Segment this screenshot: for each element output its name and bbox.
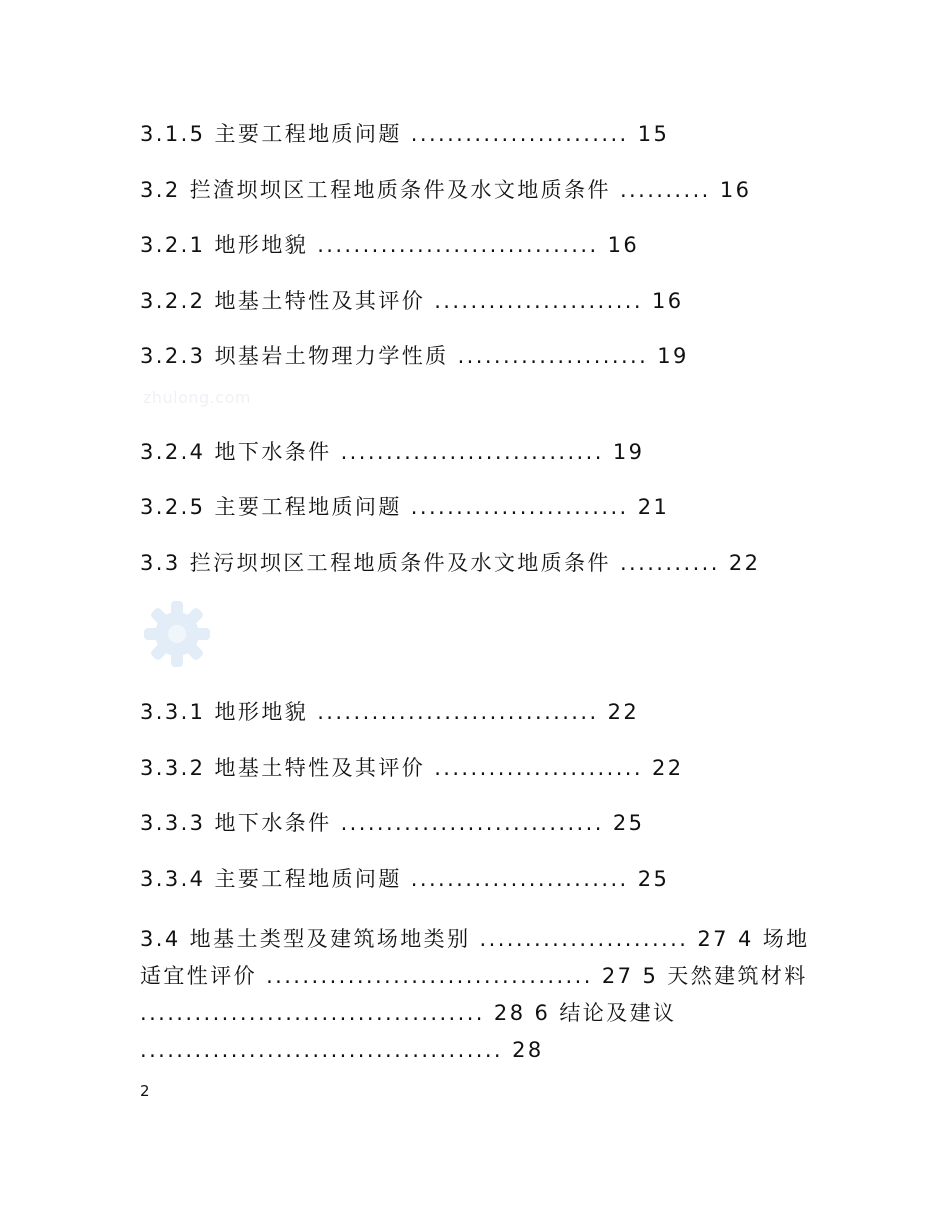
toc-entry [140, 291, 684, 312]
toc-number: 3.2.4 [140, 440, 206, 464]
toc-page: 22 [607, 700, 640, 724]
toc-number: 3.3.1 [140, 700, 206, 724]
watermark-text: zhulong.com [143, 388, 251, 407]
toc-number: 3.2.2 [140, 289, 206, 313]
toc-entry [140, 346, 689, 367]
toc-title: 地形地貌 [214, 700, 309, 724]
toc-page: 19 [657, 344, 689, 368]
toc-page: 25 [637, 867, 670, 891]
toc-number: 3.2.1 [140, 233, 206, 257]
toc-entry [140, 869, 669, 890]
toc-leader: ........... [619, 551, 720, 575]
toc-entry [140, 813, 644, 834]
toc-page: 22 [728, 551, 761, 575]
toc-number: 3.3.4 [140, 867, 206, 891]
toc-page: 25 [612, 811, 645, 835]
toc-page: 21 [637, 495, 670, 519]
toc-entry [140, 180, 751, 201]
toc-leader: ............................... [317, 233, 599, 257]
toc-entry [140, 553, 760, 574]
toc-entry [140, 124, 669, 145]
toc-number: 3.2 [140, 178, 181, 202]
toc-title: 主要工程地质问题 [214, 122, 402, 146]
toc-leader: ............................... [317, 700, 599, 724]
toc-number: 3.3.3 [140, 811, 206, 835]
toc-page: 16 [719, 178, 752, 202]
toc-page: 19 [612, 440, 645, 464]
zhulong-logo-icon [140, 597, 214, 671]
toc-title: 主要工程地质问题 [214, 867, 402, 891]
toc-page: 22 [652, 756, 684, 780]
toc-leader: ............................. [340, 440, 604, 464]
toc-title: 地下水条件 [214, 440, 332, 464]
toc-number: 3.2.3 [140, 344, 206, 368]
page-number: 2 [140, 1082, 150, 1100]
toc-leader: ....................... [434, 289, 643, 313]
toc-wrapped-entries: 3.4 地基土类型及建筑场地类别 ....................... 27 4 场地适宜性评价 .................................... 27 5 天然建筑材料 ...................................... 28 6 结论及建议 ........................................ 28 [140, 927, 810, 1062]
toc-entry [140, 235, 639, 256]
toc-leader: ..................... [457, 344, 649, 368]
toc-entry [140, 758, 684, 779]
toc-leader: ....................... [434, 756, 643, 780]
toc-title: 主要工程地质问题 [214, 495, 402, 519]
toc-leader: ........................ [410, 495, 629, 519]
toc-page: 16 [607, 233, 640, 257]
toc-title: 拦污坝坝区工程地质条件及水文地质条件 [189, 551, 611, 575]
toc-entry [140, 497, 669, 518]
toc-title: 地基土特性及其评价 [214, 289, 426, 313]
toc-entry [140, 702, 639, 723]
toc-title: 坝基岩土物理力学性质 [214, 344, 449, 368]
toc-title: 地下水条件 [214, 811, 332, 835]
toc-leader: .......... [619, 178, 711, 202]
toc-leader: ........................ [410, 122, 629, 146]
toc-leader: ........................ [410, 867, 629, 891]
toc-number: 3.1.5 [140, 122, 206, 146]
toc-leader: ............................. [340, 811, 604, 835]
toc-number: 3.3.2 [140, 756, 206, 780]
toc-number: 3.3 [140, 551, 181, 575]
toc-title: 拦渣坝坝区工程地质条件及水文地质条件 [189, 178, 611, 202]
toc-number: 3.2.5 [140, 495, 206, 519]
toc-title: 地形地貌 [214, 233, 309, 257]
toc-entry [140, 442, 644, 463]
toc-page: 15 [637, 122, 670, 146]
toc-page: 16 [652, 289, 684, 313]
toc-title: 地基土特性及其评价 [214, 756, 426, 780]
